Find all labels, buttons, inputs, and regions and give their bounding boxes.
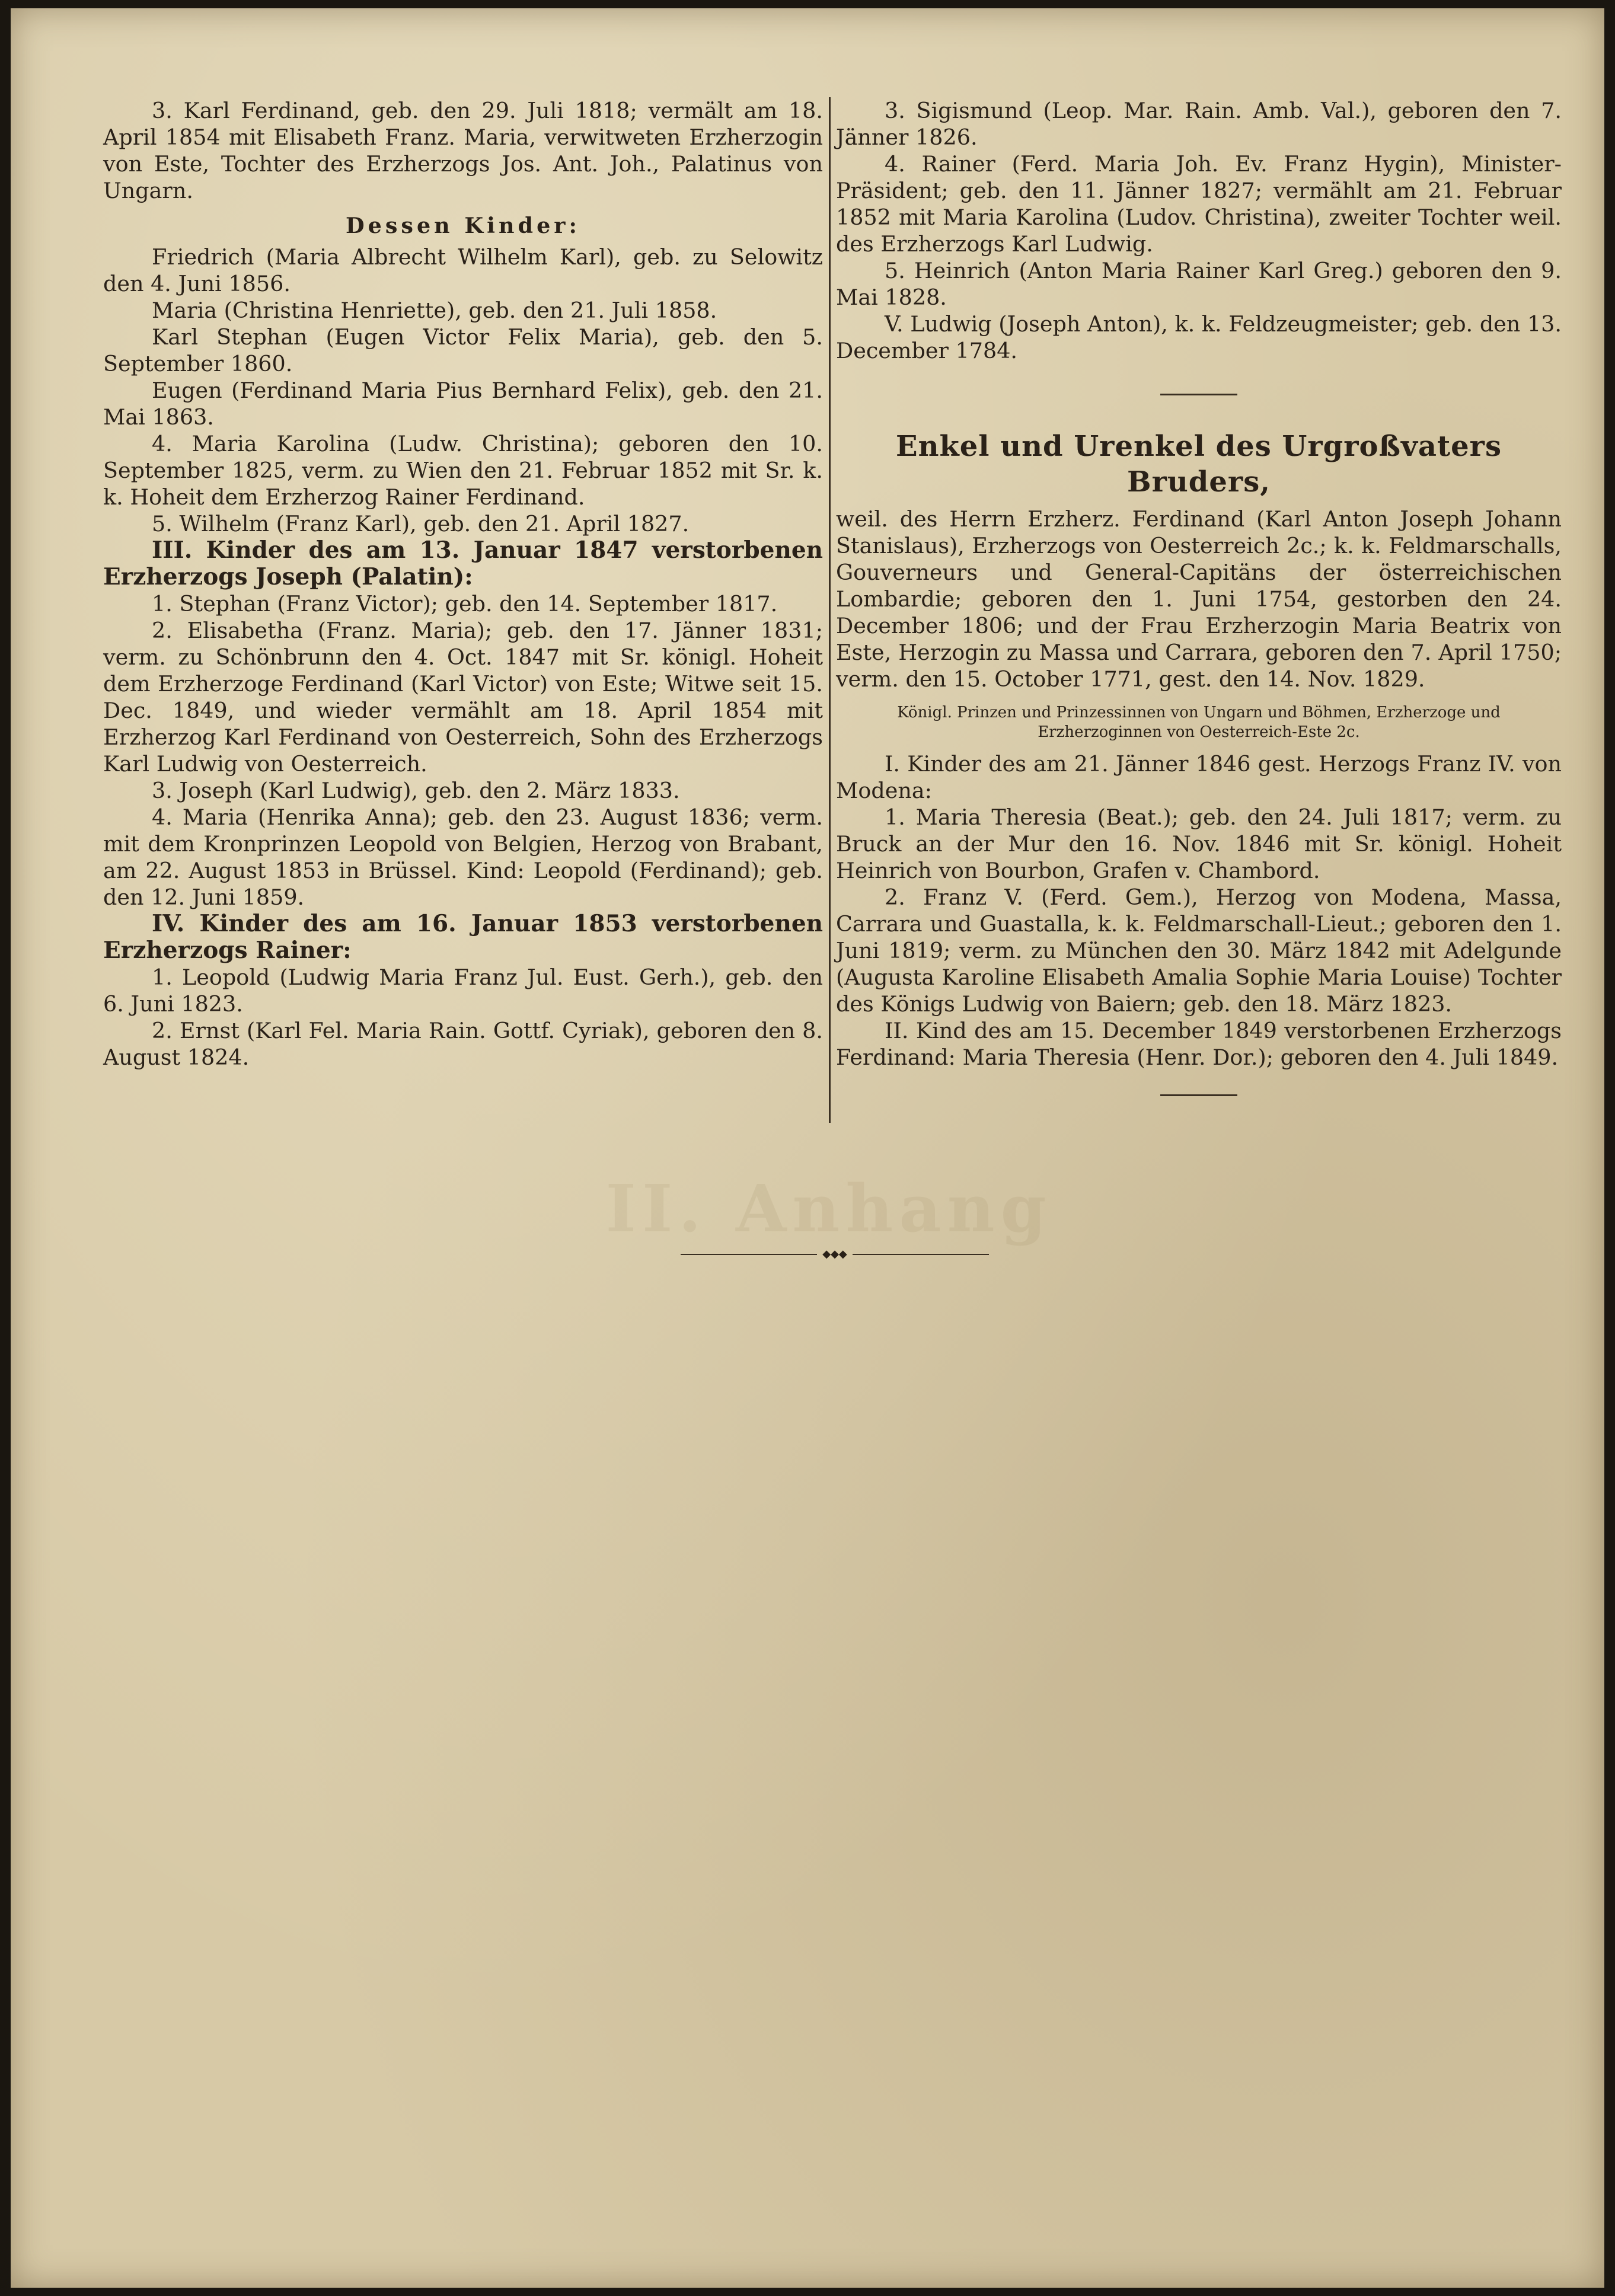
paragraph: 3. Joseph (Karl Ludwig), geb. den 2. März 1833.: [152, 778, 680, 803]
end-rule: [1160, 1094, 1237, 1096]
section-rule: [1160, 394, 1237, 395]
ornament-diamond-icon: ◆◆◆: [817, 1250, 853, 1259]
paragraph: 3. Sigismund (Leop. Mar. Rain. Amb. Val.), geboren den 7. Jänner 1826.: [836, 98, 1562, 150]
paragraph: Friedrich (Maria Albrecht Wilhelm Karl), geb. zu Selowitz den 4. Juni 1856.: [103, 244, 823, 296]
right-column: [836, 97, 1562, 1096]
paragraph: I. Kinder des am 21. Jänner 1846 gest. Herzogs Franz IV. von Modena:: [836, 751, 1562, 803]
paragraph: V. Ludwig (Joseph Anton), k. k. Feldzeugmeister; geb. den 13. December 1784.: [836, 311, 1562, 363]
page: [11, 8, 1604, 2288]
paragraph: 2. Elisabetha (Franz. Maria); geb. den 17. Jänner 1831; verm. zu Schönbrunn den 4. Oct. 1847 mit Sr. königl. Hoheit dem Erzherzoge Ferdinand (Karl Victor) von Este; Witwe seit 15. Dec. 1849, und wieder vermählt am 18. April 1854 mit Erzherzog Karl Ferdinand von Oesterreich, Sohn des Erzherzogs Karl Ludwig von Oesterreich.: [103, 618, 823, 777]
paragraph: II. Kind des am 15. December 1849 verstorbenen Erzherzogs Ferdinand: Maria Theresia (Henr. Dor.); geboren den 4. Juli 1849.: [836, 1018, 1562, 1070]
paragraph: Eugen (Ferdinand Maria Pius Bernhard Felix), geb. den 21. Mai 1863.: [103, 378, 823, 430]
paragraph: 1. Leopold (Ludwig Maria Franz Jul. Eust. Gerh.), geb. den 6. Juni 1823.: [103, 965, 823, 1017]
ornamental-divider: [681, 1250, 989, 1259]
paragraph: weil. des Herrn Erzherz. Ferdinand (Karl Anton Joseph Johann Stanislaus), Erzherzogs von Oesterreich 2c.; k. k. Feldmarschalls, Gouverneurs und General-Capitäns der österreichischen Lombardie; geboren den 1. Juni 1754, gestorben den 24. December 1806; und der Frau Erzherzogin Maria Beatrix von Este, Herzogin zu Massa und Carrara, geboren den 7. April 1750; verm. den 15. October 1771, gest. den 14. Nov. 1829.: [836, 506, 1562, 692]
paragraph: Maria (Christina Henriette), geb. den 21. Juli 1858.: [152, 298, 717, 323]
left-column: [103, 97, 823, 1071]
paragraph: 5. Wilhelm (Franz Karl), geb. den 21. April 1827.: [152, 511, 690, 537]
paragraph: 1. Maria Theresia (Beat.); geb. den 24. Juli 1817; verm. zu Bruck an der Mur den 16. Nov. 1846 mit Sr. königl. Hoheit Heinrich von Bourbon, Grafen v. Chambord.: [836, 804, 1562, 883]
small-caption: Königl. Prinzen und Prinzessinnen von Ungarn und Böhmen, Erzherzoge und Erzherzoginnen von Oesterreich-Este 2c.: [897, 704, 1501, 741]
paragraph: Karl Stephan (Eugen Victor Felix Maria), geb. den 5. September 1860.: [103, 324, 823, 376]
section-heading: IV. Kinder des am 16. Januar 1853 verstorbenen Erzherzogs Rainer:: [103, 910, 823, 964]
paragraph: 4. Maria (Henrika Anna); geb. den 23. August 1836; verm. mit dem Kronprinzen Leopold von Belgien, Herzog von Brabant, am 22. August 1853 in Brüssel. Kind: Leopold (Ferdinand); geb. den 12. Juni 1859.: [103, 804, 823, 910]
paragraph: 3. Karl Ferdinand, geb. den 29. Juli 1818; vermält am 18. April 1854 mit Elisabeth Franz. Maria, verwitweten Erzherzogin von Este, Tochter des Erzherzogs Jos. Ant. Joh., Palatinus von Ungarn.: [103, 98, 823, 203]
paragraph: 5. Heinrich (Anton Maria Rainer Karl Greg.) geboren den 9. Mai 1828.: [836, 258, 1562, 310]
paragraph: 1. Stephan (Franz Victor); geb. den 14. September 1817.: [152, 591, 778, 617]
section-title: Enkel und Urenkel des Urgroßvaters Bruders,: [896, 430, 1502, 499]
paragraph: 4. Maria Karolina (Ludw. Christina); geboren den 10. September 1825, verm. zu Wien den 21. Februar 1852 mit Sr. k. k. Hoheit dem Erzherzog Rainer Ferdinand.: [103, 431, 823, 510]
show-through-text: II. Anhang: [605, 1170, 1052, 1247]
column-divider: [829, 97, 831, 1123]
paragraph: 2. Ernst (Karl Fel. Maria Rain. Gottf. Cyriak), geboren den 8. August 1824.: [103, 1018, 823, 1070]
paragraph: 2. Franz V. (Ferd. Gem.), Herzog von Modena, Massa, Carrara und Guastalla, k. k. Feldmarschall-Lieut.; geboren den 1. Juni 1819; verm. zu München den 30. März 1842 mit Adelgunde (Augusta Karoline Elisabeth Amalia Sophie Maria Louise) Tochter des Königs Ludwig von Baiern; geb. den 18. März 1823.: [836, 884, 1562, 1017]
section-heading: III. Kinder des am 13. Januar 1847 verstorbenen Erzherzogs Joseph (Palatin):: [103, 537, 823, 590]
subheading-children: Dessen Kinder:: [345, 213, 580, 238]
paragraph: 4. Rainer (Ferd. Maria Joh. Ev. Franz Hygin), Minister-Präsident; geb. den 11. Jänner 1827; vermählt am 21. Februar 1852 mit Maria Karolina (Ludov. Christina), zweiter Tochter weil. des Erzherzogs Karl Ludwig.: [836, 151, 1562, 257]
